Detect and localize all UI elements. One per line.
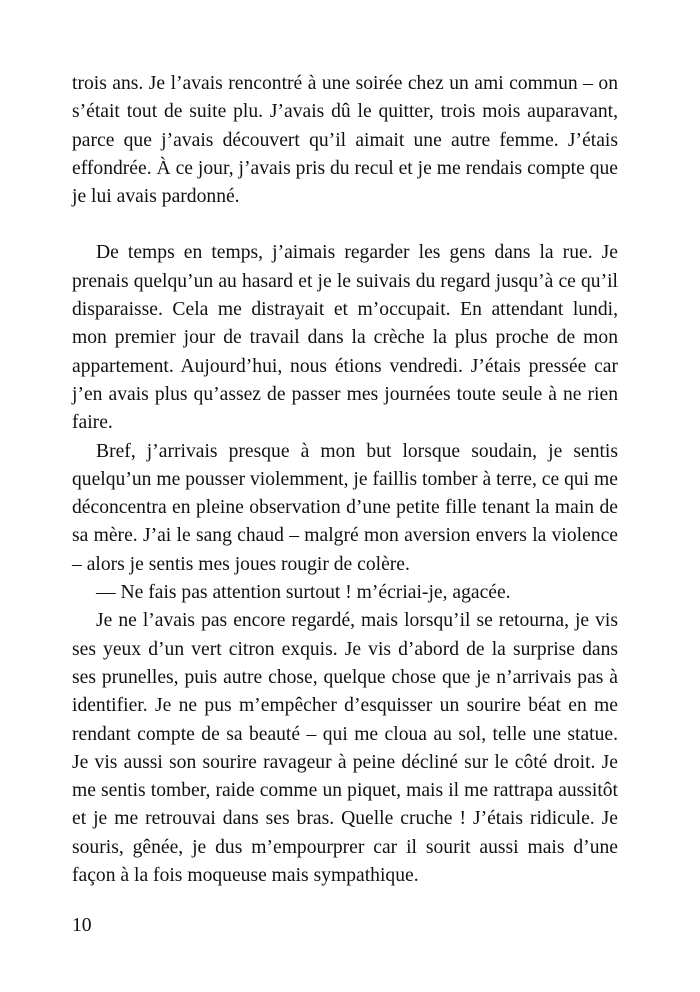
paragraph-5: Je ne l’avais pas encore regardé, mais lorsqu’il se retourna, je vis ses yeux d’un vert citron exquis. Je vis d’abord de la surprise dans ses prunelles, puis autre chose, quelque chose que je n’arrivais pas à identifier. Je ne pus m’empêcher d’esquisser un sourire béat en me rendant compte de sa beauté – qui me cloua au sol, telle une statue. Je vis aussi son sourire ravageur à peine décliné sur le côté droit. Je me sentis tomber, raide comme un piquet, mais il me rattrapa aussitôt et je me retrouvai dans ses bras. Quelle cruche ! J’étais ridicule. Je souris, gênée, je dus m’empourprer car il sourit aussi mais d’une façon à la fois moqueuse mais sympathique.	[72, 610, 618, 887]
section-break	[72, 211, 618, 239]
page-number: 10	[72, 915, 92, 936]
paragraph-3: Bref, j’arrivais presque à mon but lorsque soudain, je sentis quelqu’un me pousser violemment, je faillis tomber à terre, ce qui me déconcentra en pleine observation d’une petite fille tenant la main de sa mère. J’ai le sang chaud – malgré mon aversion envers la violence – alors je sentis mes joues rougir de colère.	[72, 440, 618, 575]
paragraph-1: trois ans. Je l’avais rencontré à une soirée chez un ami commun – on s’était tout de suite plu. J’avais dû le quitter, trois mois auparavant, parce que j’avais découvert qu’il aimait une autre femme. J’étais effondrée. À ce jour, j’avais pris du recul et je me rendais compte que je lui avais pardonné.	[72, 73, 618, 208]
dialogue-line: — Ne fais pas attention surtout ! m’écriai-je, agacée.	[96, 582, 511, 604]
page-body	[72, 70, 618, 890]
paragraph-2: De temps en temps, j’aimais regarder les gens dans la rue. Je prenais quelqu’un au hasard et je le suivais du regard jusqu’à ce qu’il disparaisse. Cela me distrayait et m’occupait. En attendant lundi, mon premier jour de travail dans la crèche la plus proche de mon appartement. Aujourd’hui, nous étions vendredi. J’étais pressée car j’en avais plus qu’assez de passer mes journées toute seule à ne rien faire.	[72, 242, 618, 434]
